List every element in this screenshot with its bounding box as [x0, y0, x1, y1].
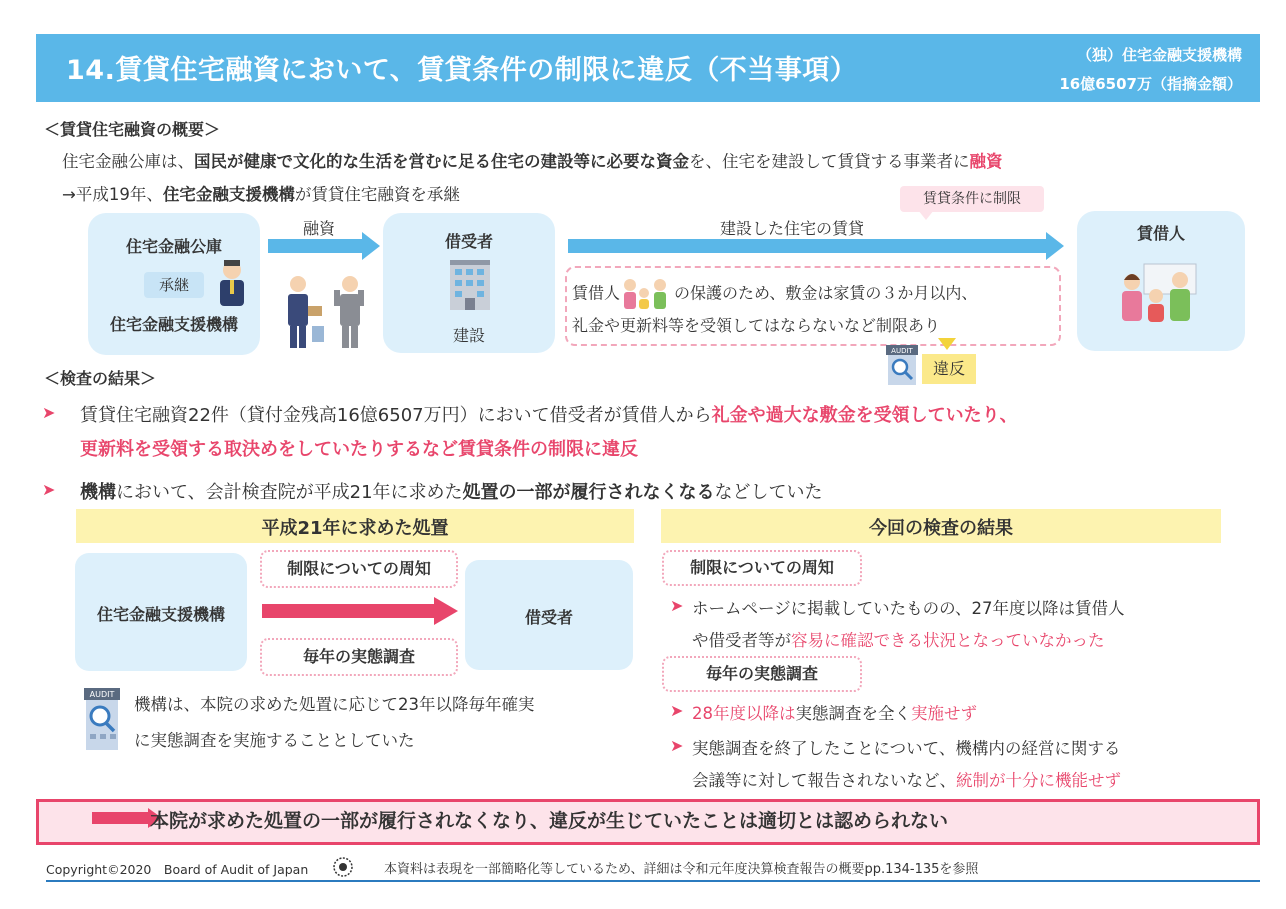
restriction-note-line-1 — [572, 277, 977, 311]
lender-name-2: 住宅金融支援機構 — [109, 315, 238, 334]
triangle-bullet-icon: ➤ — [670, 736, 684, 755]
audit-mascot-icon — [884, 343, 920, 391]
result-bullet-2 — [80, 478, 823, 504]
footer-divider — [46, 880, 1260, 882]
measure-from-name: 住宅金融支援機構 — [96, 605, 225, 624]
borrower-name: 借受者 — [444, 232, 493, 251]
organization-name: （独）住宅金融支援機構 — [1076, 46, 1242, 64]
result-text: や借受者等が — [692, 631, 791, 650]
overview-text: 住宅金融公庫は、 — [62, 152, 194, 171]
result-r1-line-2 — [692, 627, 1105, 651]
triangle-bullet-icon: ➤ — [42, 480, 56, 499]
measure-note-line-2: に実態調査を実施することとしていた — [134, 731, 415, 750]
triangle-bullet-icon: ➤ — [42, 403, 56, 422]
result-label-survey: 毎年の実態調査 — [662, 656, 862, 692]
overview-line-1 — [62, 148, 1003, 172]
overview-text: →平成19年、 — [62, 185, 163, 204]
result-emphasis: 機構 — [80, 482, 116, 503]
measure-item-notification: 制限についての周知 — [260, 550, 458, 588]
overview-emphasis: 国民が健康で文化的な生活を営むに足る住宅の建設等に必要な資金 — [194, 152, 689, 171]
apartment-building-icon — [448, 258, 492, 316]
audit-badge-text: AUDIT — [89, 690, 115, 699]
violation-pointer — [938, 338, 956, 350]
result-text: などしていた — [714, 482, 823, 503]
rental-arrow-label: 建設した住宅の賃貸 — [720, 219, 865, 238]
conclusion-arrow — [92, 812, 152, 824]
result-r1-line-1: ホームページに掲載していたものの、27年度以降は賃借人 — [692, 599, 1125, 618]
official-person-icon — [214, 258, 250, 312]
result-label-notification: 制限についての周知 — [662, 550, 862, 586]
rental-arrow — [568, 239, 1046, 253]
overview-text: が賃貸住宅融資を承継 — [294, 185, 460, 204]
tenant-name: 賃借人 — [1136, 224, 1185, 243]
page-title: 14.賃貸住宅融資において、賃貸条件の制限に違反（不当事項） — [66, 55, 858, 86]
triangle-bullet-icon: ➤ — [670, 701, 684, 720]
triangle-bullet-icon: ➤ — [670, 596, 684, 615]
measure-item-survey: 毎年の実態調査 — [260, 638, 458, 676]
note-text: の保護のため、敷金は家賃の３か月以内、 — [674, 283, 978, 303]
loan-arrow — [268, 239, 362, 253]
measure-to-name: 借受者 — [524, 608, 573, 627]
result-bullet-1-line-2: 更新料を受領する取決めをしていたりするなど賃貸条件の制限に違反 — [80, 439, 638, 460]
lender-name-1: 住宅金融公庫 — [125, 237, 222, 256]
handshake-people-icon — [280, 272, 380, 356]
footer-copyright: Copyright©2020 Board of Audit of Japan — [46, 862, 309, 877]
board-emblem-icon — [332, 856, 354, 882]
rental-arrowhead — [1046, 232, 1064, 260]
result-bullet-1-line-1 — [80, 401, 1018, 427]
result-text: 実態調査を全く — [795, 704, 911, 723]
overview-text: を、住宅を建設して賃貸する事業者に — [689, 152, 970, 171]
result-text: 会議等に対して報告されないなど、 — [692, 771, 956, 790]
violation-label: 違反 — [922, 354, 976, 384]
left-panel-title: 平成21年に求めた処置 — [261, 518, 449, 539]
loan-arrow-label: 融資 — [303, 219, 336, 238]
note-tenant: 賃借人 — [572, 283, 621, 303]
overview-loan-emphasis: 融資 — [969, 152, 1003, 171]
bullet-1 — [42, 403, 55, 422]
overview-emphasis: 住宅金融支援機構 — [162, 185, 295, 204]
tenant-family-small-icon — [620, 277, 674, 311]
measure-arrow — [262, 604, 434, 618]
result-emphasis: 容易に確認できる状況となっていなかった — [791, 631, 1105, 650]
audit-badge-text: AUDIT — [891, 347, 913, 355]
result-r3-line-1: 実態調査を終了したことについて、機構内の経営に関する — [692, 739, 1121, 758]
restriction-tag: 賃貸条件に制限 — [900, 186, 1044, 212]
result-r2 — [692, 700, 977, 724]
overview-line-2 — [62, 181, 460, 205]
tenant-family-icon — [1116, 262, 1200, 332]
footer-note: 本資料は表現を一部簡略化等しているため、詳細は令和元年度決算検査報告の概要pp.134-135を参照 — [384, 862, 979, 877]
right-panel-title: 今回の検査の結果 — [869, 518, 1013, 539]
indicated-amount: 16億6507万（指摘金額） — [1059, 75, 1242, 93]
succession-label: 承継 — [144, 272, 204, 298]
bullet-2 — [42, 480, 55, 499]
audit-mascot-icon — [80, 686, 124, 756]
result-r3-line-2 — [692, 767, 1121, 791]
measure-note-line-1: 機構は、本院の求めた処置に応じて23年以降毎年確実 — [134, 695, 535, 714]
results-heading: ＜検査の結果＞ — [44, 369, 157, 388]
loan-arrowhead — [362, 232, 380, 260]
overview-heading: ＜賃貸住宅融資の概要＞ — [44, 120, 221, 139]
result-text: 賃貸住宅融資22件（貸付金残高16億6507万円）において借受者が賃借人から — [80, 405, 712, 426]
restriction-note-line-2: 礼金や更新料等を受領してはならないなど制限あり — [572, 316, 941, 335]
result-emphasis: 実施せず — [911, 704, 977, 723]
result-emphasis: 28年度以降は — [692, 704, 796, 723]
measure-arrowhead — [434, 597, 458, 625]
conclusion-text: 本院が求めた処置の一部が履行されなくなり、違反が生じていたことは適切とは認められない — [150, 810, 949, 832]
result-emphasis: 礼金や過大な敷金を受領していたり、 — [711, 405, 1018, 426]
result-text: において、会計検査院が平成21年に求めた — [116, 482, 463, 503]
restriction-tag-pointer — [918, 210, 934, 220]
result-emphasis: 処置の一部が履行されなくなる — [462, 482, 715, 503]
result-emphasis: 統制が十分に機能せず — [956, 771, 1121, 790]
construction-label: 建設 — [452, 326, 485, 345]
